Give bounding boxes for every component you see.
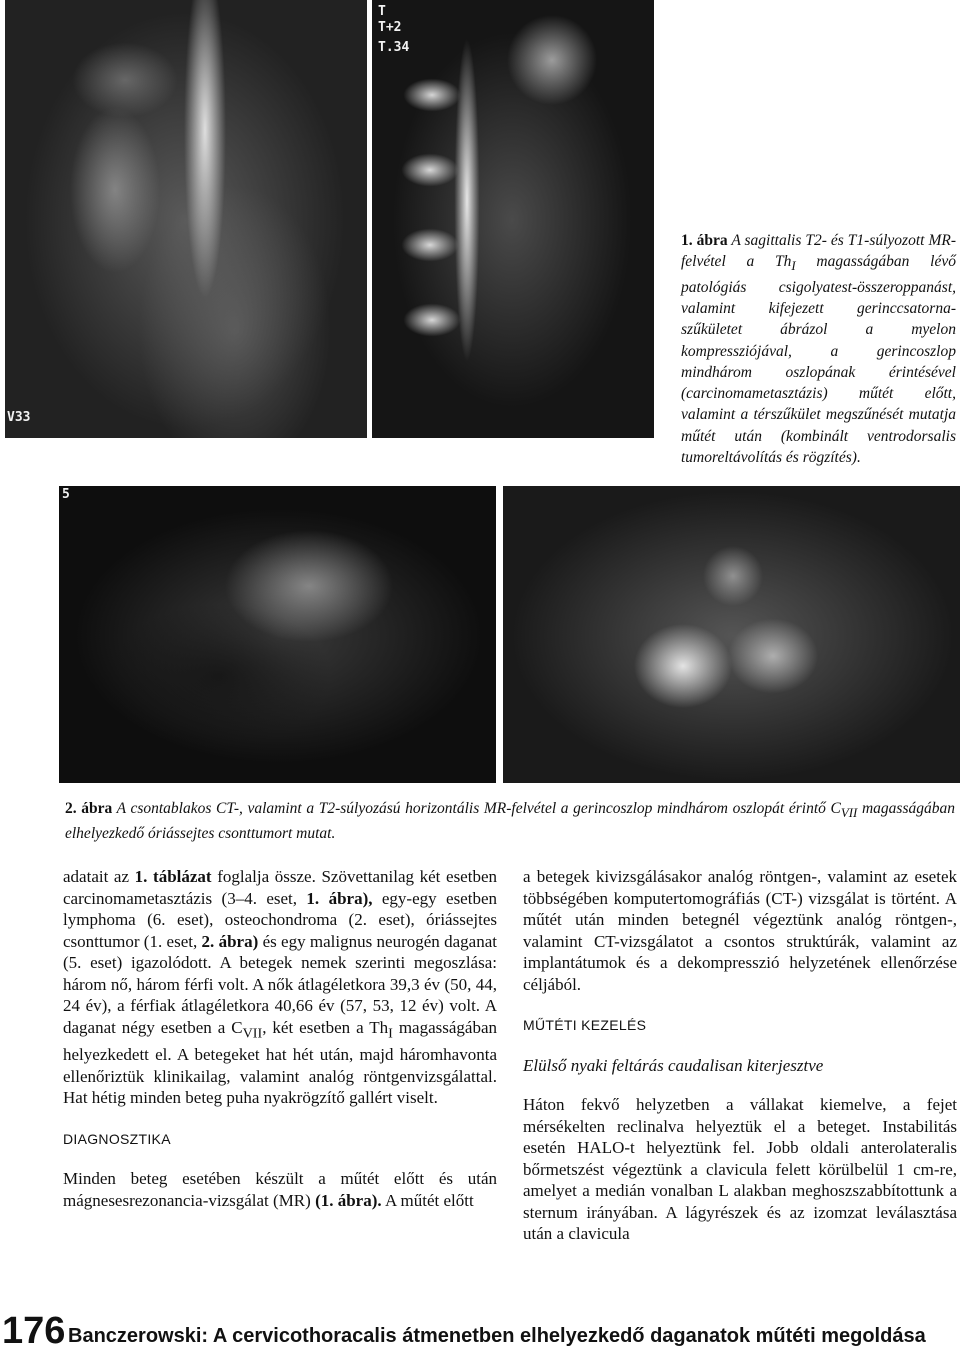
mri-t2-label: V33 [7,410,31,425]
section-heading-muteti-kezeles: MŰTÉTI KEZELÉS [523,1017,647,1033]
figure1-caption [681,230,956,468]
text-run: adatait az [63,867,135,886]
mri-t1-label-1: T [378,4,386,19]
figure1-caption-text2: magasságában lévő patológiás csigolyatest-összeroppanást, valamint kifejezett gerinccsatorna-szűkületet ábrázol a myelon kompressziójával, a gerincoszlop mindhárom oszlopának érintésével (carcinomametasztázis) műtét előtt, valamint a térszűkület megszűnését mutatja műtét után (kombinált ventrodorsalis tumoreltávolítás és rögzítés). [681,253,956,467]
running-title: Banczerowski: A cervicothoracalis átmenetben elhelyezkedő daganatok műtéti megoldása [68,1325,926,1347]
page-footer [2,1312,952,1352]
subsection-heading: Elülső nyaki feltárás caudalisan kiterjesztve [523,1055,824,1075]
mri-t1-label-3: T.34 [378,40,410,55]
figure-reference: (1. ábra). [315,1190,382,1210]
figure2-mr-axial-image [503,486,960,783]
text-run: foglalja össze. Szövettanilag két esetben carcinomametasztázis (3–4. eset, [63,867,497,908]
figure2-caption-text: A csontablakos CT-, valamint a T2-súlyozású horizontális MR-felvétel a gerincoszlop mindhárom oszlopát érintő C [116,800,841,817]
figure1-caption-text: A sagittalis T2- és T1-súlyozott MR-felvétel a Th [681,232,956,271]
figure2-caption-label: 2. ábra [65,800,113,817]
figure2-caption-text2: magasságában elhelyezkedő óriássejtes csonttumort mutat. [65,800,955,843]
right-paragraph-1: a betegek kivizsgálásakor analóg röntgen-, valamint az esetek többségében komputertomográfiás (CT-) vizsgálat is történt. A műtét után minden betegnél végeztünk analóg röntgen-, valamint CT-vizsgálatot a csontos struktúrák, valamint az implantátumok és a dekompresszió helyzetének ellenőrzése céljából. [523,867,957,994]
figure1-caption-label: 1. ábra [681,232,728,249]
subscript: VII [242,1024,263,1041]
page-number: 176 [2,1310,66,1352]
figure1-mri-t2-image [5,0,367,438]
figure-reference: 2. ábra) [201,931,259,951]
text-run: egy-egy esetben lymphoma (6. eset), osteochondroma (2. eset), óriássejtes csonttumor (1. eset, [63,888,497,951]
figure2-caption [65,798,955,844]
ct-label: 5 [62,487,70,502]
section-heading-diagnosztika: DIAGNOSZTIKA [63,1130,171,1147]
text-run: , két esetben a Th [262,1017,389,1037]
left-paragraph-1 [63,866,497,1109]
figure1-mri-t1-image [372,0,654,438]
table-reference: 1. táblázat [134,867,212,886]
figure-reference: 1. ábra), [306,888,373,908]
figure2-ct-image [59,486,496,783]
right-paragraph-2: Háton fekvő helyzetben a vállakat kiemelve, a fejet mérsékelten reclinalva helyeztük el a beteget. Instabilitás esetén HALO-t helyeztünk fel. Jobb oldali anterolateralis bőrmetszést végeztünk a clavicula felett körülbelül 1 cm-re, amelyet a medián vonalban L alakban meghoszszabbítottunk a sternum irányában. A lágyrészek és az izomzat leválasztása után a clavicula [523,1095,957,1243]
text-run: Minden beteg esetében készült a műtét előtt és után mágnesesrezonancia-vizsgálat (MR) [63,1169,497,1210]
subscript: I [388,1024,393,1041]
mri-t1-label-2: T+2 [378,20,402,35]
figure1-caption-sub: I [791,258,796,274]
text-run: és egy malignus neurogén daganat (5. eset) igazolódott. A betegek nemek szerinti megoszlása: három nő, három férfi volt. A nők átlagéletkora 39,3 év (50, 44, 24 év), a férfiak átlagéletkora 40,66 év (57, 53, 12 év) volt. A daganat négy esetben a C [63,931,497,1037]
text-run: magasságában helyezkedett el. A betegeket hat hét után, majd háromhavonta ellenőriztük klinikailag, valamint analóg röntgenvizsgálattal. Hat hétig minden beteg puha nyakrögzítő gallért viselt. [63,1017,498,1108]
right-column [523,866,957,1245]
left-paragraph-2 [63,1168,497,1211]
left-column [63,866,497,1211]
figure2-caption-sub: VII [840,805,858,821]
text-run: A műtét előtt [381,1190,474,1210]
